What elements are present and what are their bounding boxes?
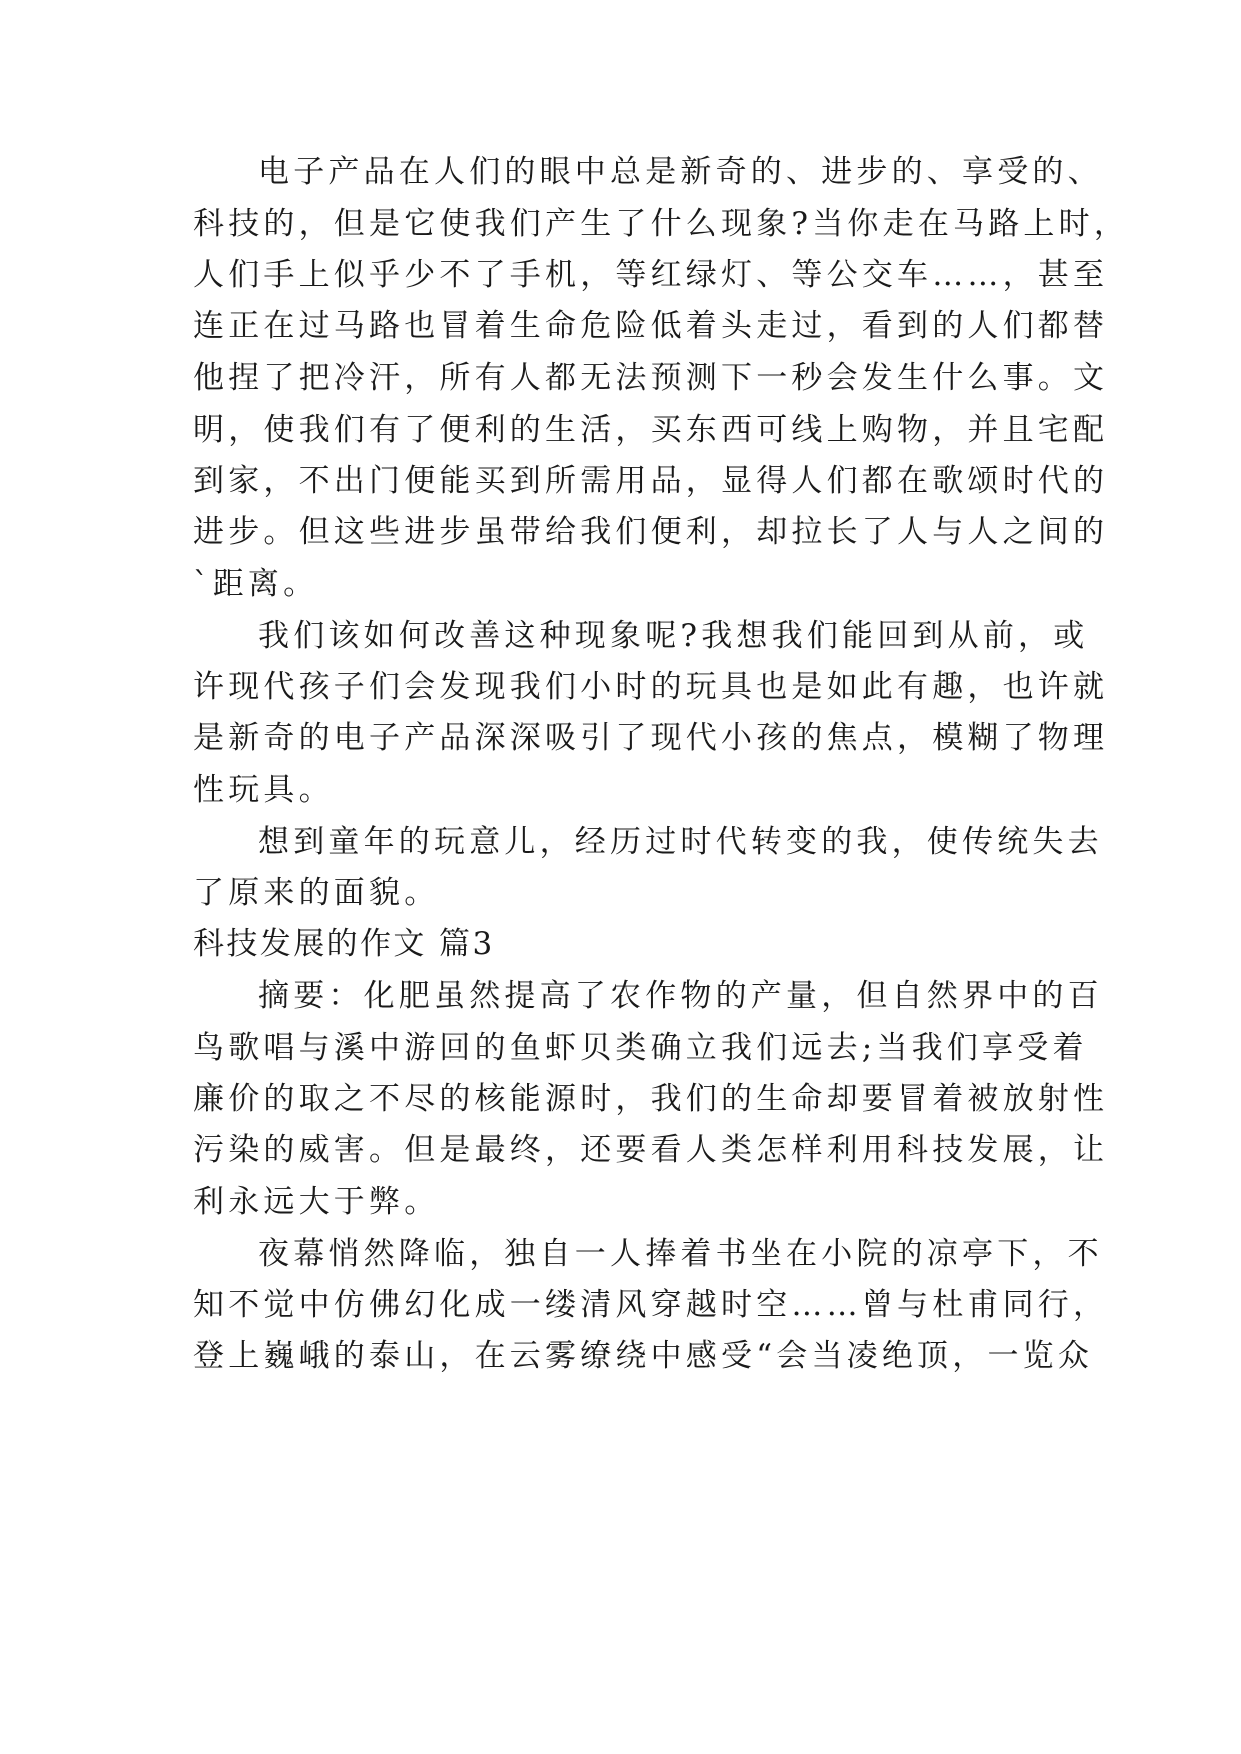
paragraph-line: 登上巍峨的泰山，在云雾缭绕中感受“会当凌绝顶，一览众 bbox=[193, 1338, 1094, 1374]
paragraph-line: 想到童年的玩意儿，经历过时代转变的我，使传统失去 bbox=[258, 824, 1103, 860]
paragraph-line: 夜幕悄然降临，独自一人捧着书坐在小院的凉亭下，不 bbox=[258, 1236, 1103, 1272]
paragraph-line: 他捏了把冷汗，所有人都无法预测下一秒会发生什么事。文 bbox=[193, 360, 1109, 396]
paragraph-line: 明，使我们有了便利的生活，买东西可线上购物，并且宅配 bbox=[193, 412, 1109, 448]
paragraph-line: `距离。 bbox=[193, 566, 319, 602]
paragraph-line: 鸟歌唱与溪中游回的鱼虾贝类确立我们远去;当我们享受着 bbox=[193, 1030, 1088, 1066]
paragraph-line: 进步。但这些进步虽带给我们便利，却拉长了人与人之间的 bbox=[193, 514, 1109, 550]
paragraph-line: 我们该如何改善这种现象呢?我想我们能回到从前，或 bbox=[258, 618, 1089, 654]
section-heading: 科技发展的作文 篇3 bbox=[193, 926, 495, 962]
paragraph-line: 廉价的取之不尽的核能源时，我们的生命却要冒着被放射性 bbox=[193, 1081, 1109, 1117]
paragraph-line: 知不觉中仿佛幻化成一缕清风穿越时空……曾与杜甫同行， bbox=[193, 1287, 1109, 1323]
paragraph-line: 许现代孩子们会发现我们小时的玩具也是如此有趣，也许就 bbox=[193, 669, 1109, 705]
paragraph-line: 污染的威害。但是最终，还要看人类怎样利用科技发展，让 bbox=[193, 1132, 1109, 1168]
paragraph-line: 利永远大于弊。 bbox=[193, 1184, 440, 1220]
paragraph-line: 性玩具。 bbox=[193, 772, 334, 808]
paragraph-line: 到家，不出门便能买到所需用品，显得人们都在歌颂时代的 bbox=[193, 463, 1109, 499]
paragraph-line: 科技的，但是它使我们产生了什么现象?当你走在马路上时， bbox=[193, 206, 1130, 242]
paragraph-line: 是新奇的电子产品深深吸引了现代小孩的焦点，模糊了物理 bbox=[193, 720, 1109, 756]
paragraph-line: 了原来的面貌。 bbox=[193, 875, 440, 911]
paragraph-line: 摘要：化肥虽然提高了农作物的产量，但自然界中的百 bbox=[258, 978, 1103, 1014]
paragraph-line: 人们手上似乎少不了手机，等红绿灯、等公交车……，甚至 bbox=[193, 257, 1109, 293]
paragraph-line: 连正在过马路也冒着生命危险低着头走过，看到的人们都替 bbox=[193, 308, 1109, 344]
paragraph-line: 电子产品在人们的眼中总是新奇的、进步的、享受的、 bbox=[258, 154, 1103, 190]
